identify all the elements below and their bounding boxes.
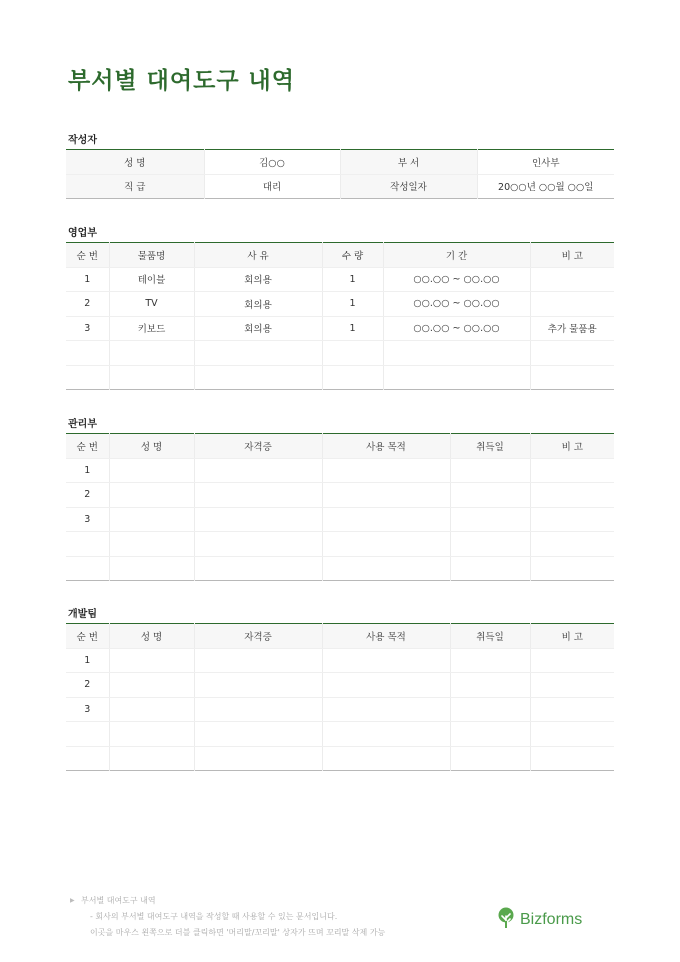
table-cell[interactable]: 3 [66,697,109,722]
table-row [66,341,614,366]
table-cell[interactable]: ○○.○○ ~ ○○.○○ [383,316,530,341]
table-cell[interactable] [194,458,322,483]
table-cell[interactable]: 회의용 [194,316,322,341]
table-cell[interactable] [450,458,530,483]
table-cell[interactable] [530,267,614,292]
section-label-admin: 관리부 [68,419,97,430]
table-cell[interactable] [450,556,530,581]
tree-icon [496,907,516,933]
table-cell[interactable]: 1 [322,316,383,341]
table-cell[interactable] [530,507,614,532]
label-date: 작성일자 [340,174,477,199]
table-cell[interactable]: 1 [66,267,109,292]
table-cell[interactable] [450,722,530,747]
value-department[interactable]: 인사부 [477,150,614,175]
table-cell[interactable]: ○○.○○ ~ ○○.○○ [383,292,530,317]
table-cell[interactable] [194,673,322,698]
table-cell[interactable] [530,556,614,581]
table-cell[interactable]: 2 [66,483,109,508]
table-cell[interactable] [109,673,194,698]
table-row [66,458,614,483]
table-cell[interactable] [322,507,450,532]
table-cell[interactable] [109,341,194,366]
table-cell[interactable] [450,746,530,771]
footer-line-3: 이곳을 마우스 왼쪽으로 더블 클릭하면 '머리말/꼬리말' 상자가 뜨며 꼬리말 삭제 가능 [90,928,386,937]
column-header: 비 고 [530,243,614,268]
table-cell[interactable] [109,746,194,771]
column-header: 자격증 [194,434,322,459]
table-cell[interactable] [194,341,322,366]
table-cell[interactable] [194,697,322,722]
logo-text: Bizforms [520,911,583,928]
table-cell[interactable]: 2 [66,673,109,698]
table-cell[interactable]: 3 [66,316,109,341]
value-date[interactable]: 20○○년 ○○월 ○○일 [477,174,614,199]
table-cell[interactable] [322,458,450,483]
table-cell[interactable]: ○○.○○ ~ ○○.○○ [383,267,530,292]
admin-table [66,433,614,581]
table-cell[interactable] [383,365,530,390]
table-cell[interactable] [109,532,194,557]
table-cell[interactable] [450,483,530,508]
table-cell[interactable] [530,341,614,366]
triangle-bullet-icon: ▶ [70,897,75,904]
table-header-row [66,624,614,649]
column-header: 취득일 [450,624,530,649]
table-cell[interactable]: 1 [66,648,109,673]
table-cell[interactable]: 1 [66,458,109,483]
table-cell[interactable]: 1 [322,292,383,317]
dev-table [66,623,614,771]
table-cell[interactable] [530,483,614,508]
bizforms-logo [496,907,582,933]
section-label-writer: 작성자 [68,135,97,146]
table-cell[interactable]: 키보드 [109,316,194,341]
column-header: 비 고 [530,434,614,459]
column-header: 사용 목적 [322,624,450,649]
table-cell[interactable] [322,365,383,390]
table-row [66,722,614,747]
table-cell[interactable]: TV [109,292,194,317]
table-cell[interactable] [322,483,450,508]
table-header-row [66,243,614,268]
value-name[interactable]: 김○○ [204,150,340,175]
table-cell[interactable] [109,458,194,483]
table-cell[interactable] [66,722,109,747]
footer-line-2: - 회사의 부서별 대여도구 내역을 작성할 때 사용할 수 있는 문서입니다. [90,912,338,921]
table-row [66,673,614,698]
table-cell[interactable] [109,556,194,581]
table-cell[interactable] [322,722,450,747]
table-cell[interactable] [322,673,450,698]
table-cell[interactable] [194,746,322,771]
table-cell[interactable] [109,697,194,722]
section-label-sales: 영업부 [68,228,97,239]
table-cell[interactable] [109,483,194,508]
table-cell[interactable] [530,722,614,747]
table-cell[interactable] [530,648,614,673]
table-row [66,697,614,722]
table-cell[interactable] [66,556,109,581]
table-cell[interactable] [530,697,614,722]
table-row [66,746,614,771]
column-header: 성 명 [109,624,194,649]
label-name: 성 명 [66,150,204,175]
sales-table [66,242,614,390]
table-cell[interactable] [194,722,322,747]
page-title: 부서별 대여도구 내역 [68,68,295,94]
table-cell[interactable]: 회의용 [194,267,322,292]
table-cell[interactable] [322,556,450,581]
table-cell[interactable] [322,341,383,366]
column-header: 사 유 [194,243,322,268]
value-rank[interactable]: 대리 [204,174,340,199]
table-cell[interactable]: 3 [66,507,109,532]
table-cell[interactable] [450,673,530,698]
table-cell[interactable]: 회의용 [194,292,322,317]
table-cell[interactable] [530,458,614,483]
table-cell[interactable] [530,746,614,771]
table-cell[interactable]: 1 [322,267,383,292]
table-cell[interactable]: 2 [66,292,109,317]
table-cell[interactable] [194,648,322,673]
table-row [66,648,614,673]
table-cell[interactable]: 추가 물품용 [530,316,614,341]
table-row [66,365,614,390]
table-cell[interactable] [66,365,109,390]
table-cell[interactable] [109,648,194,673]
table-header-row [66,434,614,459]
table-cell[interactable] [530,532,614,557]
table-row [66,267,614,292]
table-cell[interactable] [194,483,322,508]
section-label-dev: 개발팀 [68,609,97,620]
table-cell[interactable] [322,648,450,673]
table-row [66,292,614,317]
table-cell[interactable] [109,365,194,390]
table-cell[interactable] [66,341,109,366]
table-row [66,556,614,581]
table-cell[interactable] [530,292,614,317]
footer-line-1: 부서별 대여도구 내역 [81,896,156,905]
label-rank: 직 급 [66,174,204,199]
table-cell[interactable] [450,507,530,532]
table-cell[interactable] [383,341,530,366]
table-row [66,174,614,199]
table-cell[interactable] [450,532,530,557]
label-department: 부 서 [340,150,477,175]
table-cell[interactable] [109,722,194,747]
table-cell[interactable] [194,532,322,557]
table-cell[interactable]: 테이블 [109,267,194,292]
column-header: 성 명 [109,434,194,459]
table-cell[interactable] [450,697,530,722]
table-cell[interactable] [530,673,614,698]
column-header: 비 고 [530,624,614,649]
column-header: 취득일 [450,434,530,459]
column-header: 순 번 [66,434,109,459]
table-row [66,532,614,557]
table-cell[interactable] [530,365,614,390]
table-cell[interactable] [66,532,109,557]
table-cell[interactable] [194,365,322,390]
writer-table [66,149,614,199]
table-cell[interactable] [450,648,530,673]
table-cell[interactable] [322,532,450,557]
table-cell[interactable] [322,697,450,722]
table-row [66,483,614,508]
column-header: 자격증 [194,624,322,649]
table-cell[interactable] [194,556,322,581]
footer-note [70,893,385,941]
column-header: 물품명 [109,243,194,268]
column-header: 순 번 [66,624,109,649]
column-header: 사용 목적 [322,434,450,459]
table-row [66,150,614,175]
table-cell[interactable] [66,746,109,771]
table-cell[interactable] [322,746,450,771]
column-header: 수 량 [322,243,383,268]
column-header: 기 간 [383,243,530,268]
table-row [66,316,614,341]
table-cell[interactable] [194,507,322,532]
column-header: 순 번 [66,243,109,268]
table-row [66,507,614,532]
table-cell[interactable] [109,507,194,532]
